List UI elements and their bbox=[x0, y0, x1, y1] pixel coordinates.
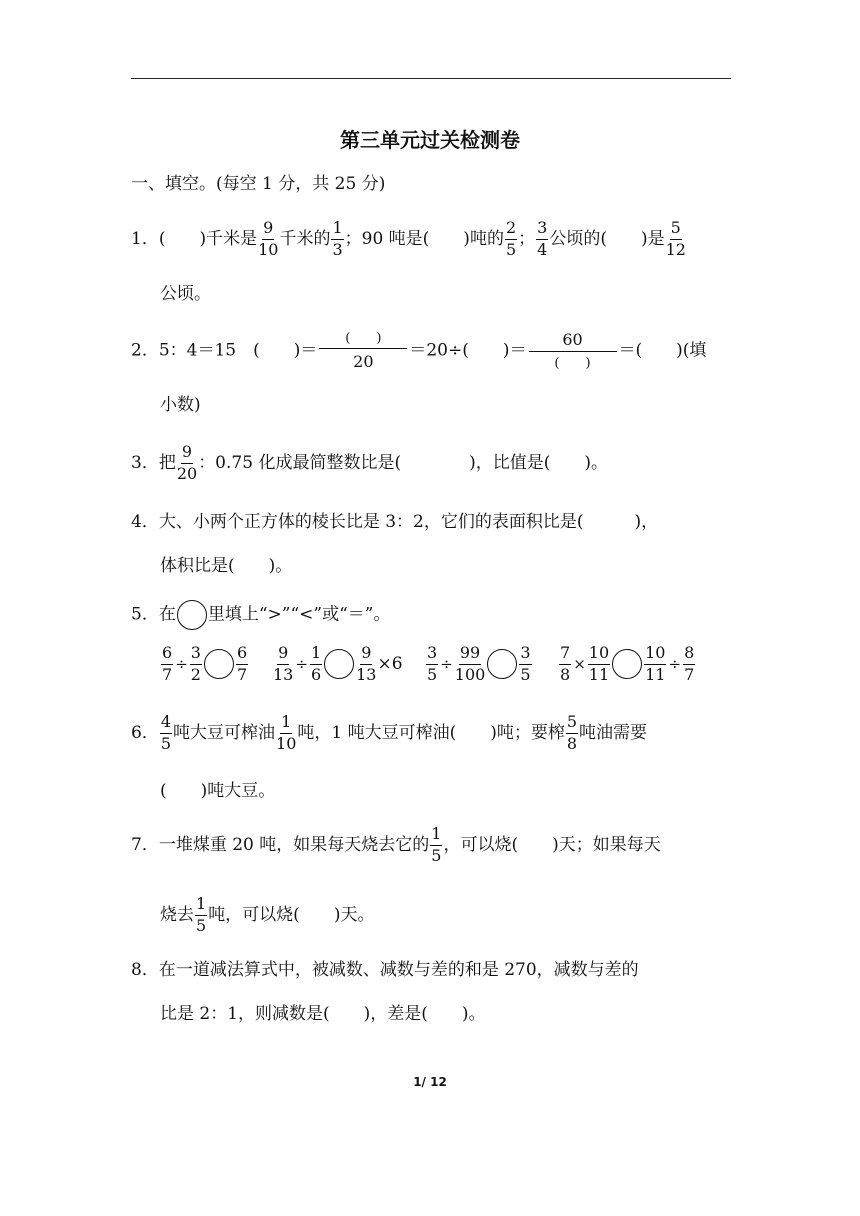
fraction: $\frac{7}{8}$ bbox=[560, 643, 571, 684]
compare-group-3: $\frac{3}{5}$ ÷ $\frac{99}{100}$ $\frac{3}{5}$ bbox=[427, 643, 531, 684]
fraction: $\frac{2}{5}$ bbox=[505, 218, 517, 259]
fraction: $\frac{10}{11}$ bbox=[645, 643, 666, 684]
fraction: $\frac{10}{11}$ bbox=[588, 643, 610, 684]
question-6: 6． $\frac{4}{5}$ 吨大豆可榨油 $\frac{1}{10}$ 吨，1 吨大豆可榨油( )吨；要榨 $\frac{5}{8}$ 吨油需要 bbox=[131, 712, 648, 753]
wide-fraction: ( ) 20 bbox=[319, 332, 407, 370]
fraction: $\frac{5}{8}$ bbox=[566, 712, 578, 753]
question-5: 5．在 里填上“>”“<”或“＝”。 bbox=[131, 600, 390, 630]
fraction: $\frac{6}{7}$ bbox=[162, 643, 173, 684]
question-7-line-2: 烧去 $\frac{1}{5}$ 吨，可以烧( )天。 bbox=[160, 894, 375, 935]
answer-circle[interactable] bbox=[204, 649, 234, 679]
fraction: $\frac{9}{13}$ bbox=[273, 643, 294, 684]
answer-circle bbox=[177, 600, 207, 630]
question-2-line-2: 小数) bbox=[160, 395, 201, 415]
fraction: $\frac{99}{100}$ bbox=[454, 643, 486, 684]
fraction: $\frac{9}{10}$ bbox=[258, 218, 279, 259]
question-4: 4．大、小两个正方体的棱长比是 3：2，它们的表面积比是( )， bbox=[131, 512, 659, 532]
wide-fraction: 60 ( ) bbox=[529, 332, 617, 370]
question-6-line-2: ( )吨大豆。 bbox=[160, 781, 276, 801]
fraction: $\frac{9}{13}$ bbox=[356, 643, 377, 684]
question-2: 2．5：4＝15 ( )＝ ( ) 20 ＝20÷( )＝ 60 ( ) ＝( )(填 bbox=[131, 330, 707, 371]
fraction: $\frac{8}{7}$ bbox=[684, 643, 695, 684]
fraction: $\frac{9}{20}$ bbox=[176, 442, 198, 483]
top-rule bbox=[131, 78, 731, 79]
fraction: $\frac{1}{6}$ bbox=[310, 643, 322, 684]
fraction: $\frac{1}{5}$ bbox=[196, 894, 207, 935]
fraction: $\frac{3}{4}$ bbox=[537, 218, 548, 259]
fraction: $\frac{1}{10}$ bbox=[276, 712, 297, 753]
answer-circle[interactable] bbox=[487, 649, 517, 679]
fraction: $\frac{1}{3}$ bbox=[332, 218, 343, 259]
compare-group-1: $\frac{6}{7}$ ÷ $\frac{3}{2}$ $\frac{6}{7}$ bbox=[162, 643, 248, 684]
page-number: 1/ 12 bbox=[413, 1075, 447, 1089]
question-1: 1．( )千米是 $\frac{9}{10}$ 千米的 $\frac{1}{3}$ ；90 吨是( )吨的 $\frac{2}{5}$ ； $\frac{3}{4}$ 公顷的( )是 $\frac{5}{12}$ bbox=[131, 218, 686, 259]
question-1-line-2: 公顷。 bbox=[160, 284, 211, 304]
answer-circle[interactable] bbox=[324, 649, 354, 679]
question-7: 7．一堆煤重 20 吨，如果每天烧去它的 $\frac{1}{5}$ ，可以烧( )天；如果每天 bbox=[131, 824, 661, 865]
answer-circle[interactable] bbox=[612, 649, 642, 679]
compare-group-4: $\frac{7}{8}$ × $\frac{10}{11}$ $\frac{10}{11}$ ÷ $\frac{8}{7}$ bbox=[560, 643, 695, 684]
section-heading: 一、填空。(每空 1 分，共 25 分) bbox=[131, 174, 386, 194]
question-8-line-2: 比是 2：1，则减数是( )，差是( )。 bbox=[160, 1004, 486, 1024]
compare-group-2: $\frac{9}{13}$ ÷ $\frac{1}{6}$ $\frac{9}{13}$ ×6 bbox=[273, 643, 403, 684]
fraction: $\frac{6}{7}$ bbox=[236, 643, 248, 684]
question-3: 3．把 $\frac{9}{20}$ ：0.75 化成最简整数比是( )，比值是( )。 bbox=[131, 442, 608, 483]
fraction: $\frac{3}{5}$ bbox=[520, 643, 531, 684]
question-4-line-2: 体积比是( )。 bbox=[160, 556, 293, 576]
fraction: $\frac{5}{12}$ bbox=[665, 218, 686, 259]
fraction: $\frac{3}{5}$ bbox=[427, 643, 438, 684]
question-8: 8．在一道减法算式中，被减数、减数与差的和是 270，减数与差的 bbox=[131, 960, 639, 980]
fraction: $\frac{1}{5}$ bbox=[431, 824, 442, 865]
page-title: 第三单元过关检测卷 bbox=[340, 128, 520, 152]
fraction: $\frac{3}{2}$ bbox=[190, 643, 201, 684]
fraction: $\frac{4}{5}$ bbox=[160, 712, 172, 753]
